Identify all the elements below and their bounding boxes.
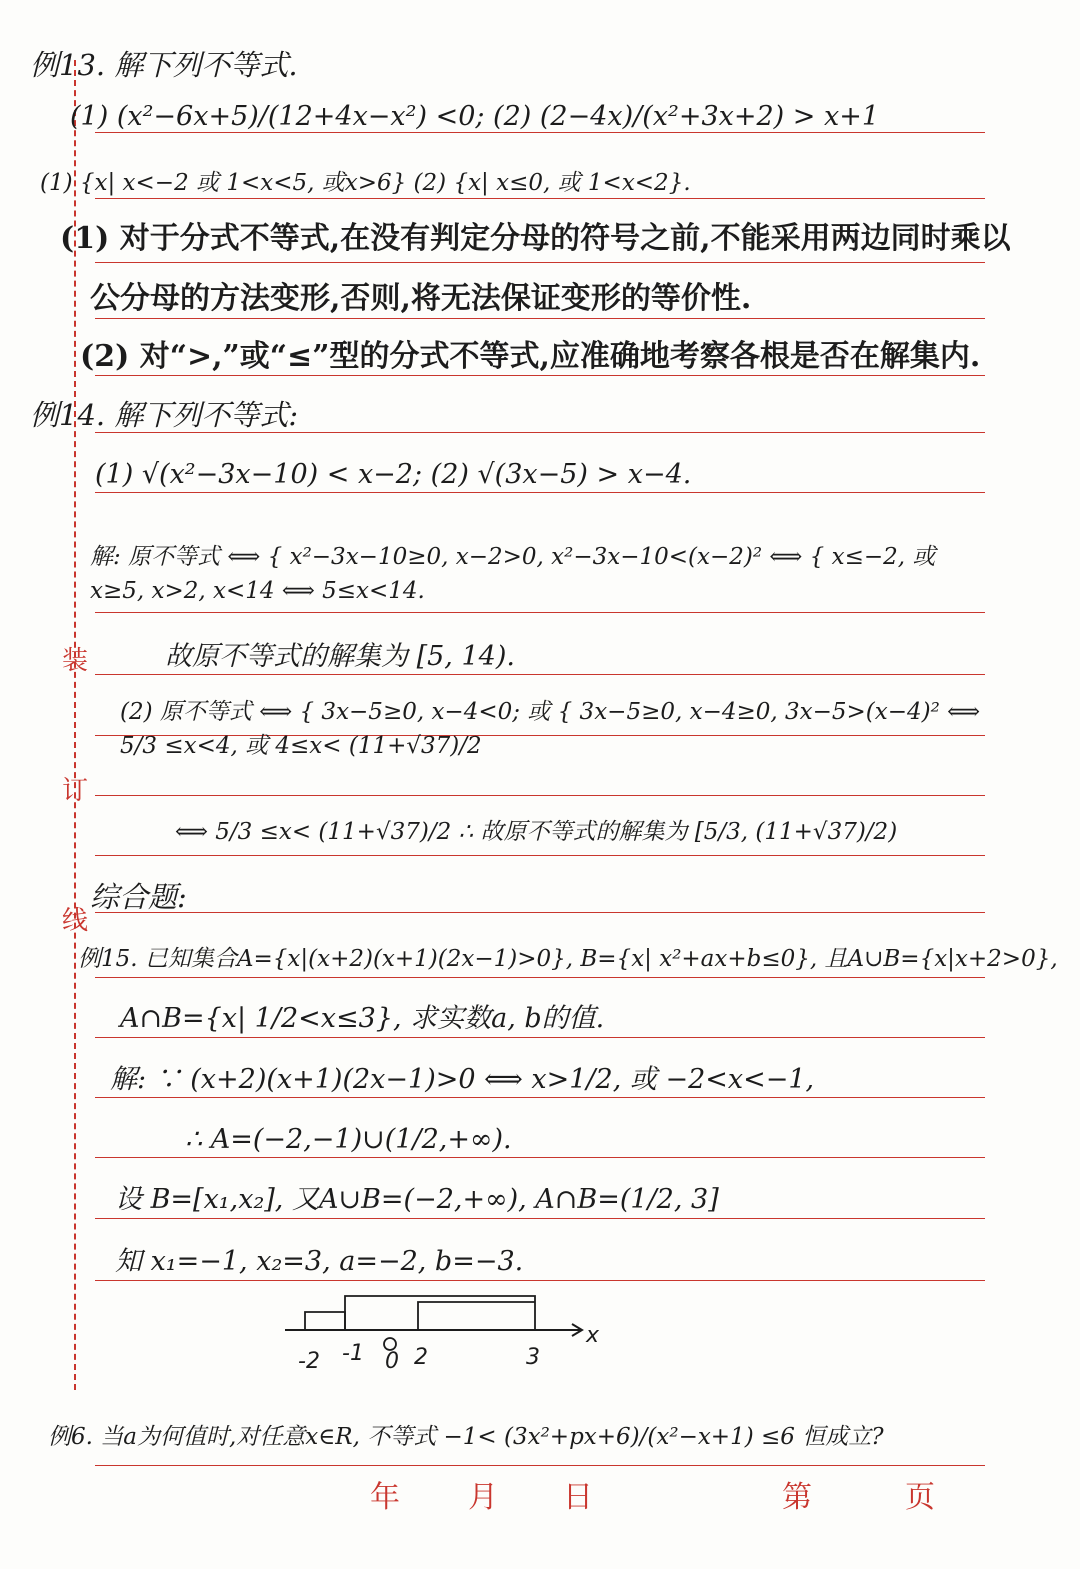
ex13-title: 例13. 解下列不等式. <box>30 48 298 82</box>
binder-mark-zhuang: 装 <box>62 646 89 676</box>
tick-label-minus-1: -1 <box>342 1341 364 1366</box>
ex14-solution-2: (2) 原不等式 ⟺ { 3x−5≥0, x−4<0; 或 { 3x−5≥0, x−4≥0, 3x−5>(x−4)² ⟺ 5/3 ≤x<4, 或 4≤x< (11+√37)/2 <box>120 699 981 759</box>
ruled-line <box>95 262 985 263</box>
ex14-title: 例14. 解下列不等式: <box>30 398 299 432</box>
ruled-line <box>95 1037 985 1038</box>
ex15-solution-2: ∴ A=(−2,−1)∪(1/2,+∞). <box>185 1124 512 1155</box>
ruled-line <box>95 1097 985 1098</box>
ruled-line <box>95 795 985 796</box>
ruled-line <box>95 375 985 376</box>
ex15-statement-2: A∩B={x| 1/2<x≤3}, 求实数a, b的值. <box>120 1003 605 1034</box>
ruled-line <box>95 855 985 856</box>
number-line-sketch <box>280 1288 620 1378</box>
interval-bracket <box>305 1312 345 1330</box>
tick-label-0: 0 <box>385 1349 399 1374</box>
ex13-note-2: (2) 对“>,”或“≤”型的分式不等式,应准确地考察各根是否在解集内. <box>80 339 981 374</box>
footer-year: 年 <box>370 1480 400 1515</box>
ruled-line <box>95 1280 985 1281</box>
ruled-line <box>95 612 985 613</box>
tick-label-minus-2: -2 <box>298 1349 320 1374</box>
ex13-note-1a: (1) 对于分式不等式,在没有判定分母的符号之前,不能采用两边同时乘以 <box>60 221 1011 256</box>
ruled-line <box>95 1465 985 1466</box>
ruled-line <box>95 674 985 675</box>
section-heading: 综合题: <box>90 880 187 914</box>
ruled-line <box>95 1157 985 1158</box>
ruled-line <box>95 432 985 433</box>
ex14-problems: (1) √(x²−3x−10) < x−2; (2) √(3x−5) > x−4. <box>95 459 692 490</box>
ex13-problems: (1) (x²−6x+5)/(12+4x−x²) <0; (2) (2−4x)/(x²+3x+2) > x+1 <box>70 101 880 132</box>
binder-mark-xian: 线 <box>62 906 89 936</box>
ex15-solution-4: 知 x₁=−1, x₂=3, a=−2, b=−3. <box>115 1246 524 1277</box>
ruled-line <box>95 1218 985 1219</box>
ex15-statement-1: 例15. 已知集合A={x|(x+2)(x+1)(2x−1)>0}, B={x| x²+ax+b≤0}, 且A∪B={x|x+2>0}, <box>78 946 1058 972</box>
ex13-note-1b: 公分母的方法变形,否则,将无法保证变形的等价性. <box>90 281 752 316</box>
ex14-solution-1-answer: 故原不等式的解集为 [5, 14). <box>165 641 515 672</box>
ruled-line <box>95 318 985 319</box>
interval-bracket <box>345 1296 535 1330</box>
ruled-line <box>95 492 985 493</box>
interval-bracket <box>418 1302 535 1330</box>
ex13-answers: (1) {x| x<−2 或 1<x<5, 或x>6} (2) {x| x≤0, 或 1<x<2}. <box>40 170 691 196</box>
axis-label-x: x <box>586 1323 600 1348</box>
ex14-solution-1: 解: 原不等式 ⟺ { x²−3x−10≥0, x−2>0, x²−3x−10<(x−2)² ⟺ { x≤−2, 或 x≥5, x>2, x<14 ⟺ 5≤x<14. <box>90 544 936 604</box>
binder-mark-ding: 订 <box>62 776 89 806</box>
ex16-statement: 例6. 当a为何值时,对任意x∈R, 不等式 −1< (3x²+px+6)/(x²−x+1) ≤6 恒成立? <box>48 1424 884 1450</box>
ex15-solution-1: 解: ∵ (x+2)(x+1)(2x−1)>0 ⟺ x>1/2, 或 −2<x<−1, <box>110 1064 815 1095</box>
footer-page-prefix: 第 <box>782 1480 812 1515</box>
footer-month: 月 <box>468 1480 498 1515</box>
tick-label-3: 3 <box>526 1345 540 1370</box>
ruled-line <box>95 977 985 978</box>
footer-day: 日 <box>563 1480 593 1515</box>
ruled-line <box>95 912 985 913</box>
binding-margin-line <box>74 60 76 1390</box>
footer-page-suffix: 页 <box>905 1480 935 1515</box>
tick-label-2: 2 <box>414 1345 428 1370</box>
ex14-solution-2-answer: ⟺ 5/3 ≤x< (11+√37)/2 ∴ 故原不等式的解集为 [5/3, (11+√37)/2) <box>175 819 898 845</box>
ex15-solution-3: 设 B=[x₁,x₂], 又A∪B=(−2,+∞), A∩B=(1/2, 3] <box>115 1184 719 1215</box>
